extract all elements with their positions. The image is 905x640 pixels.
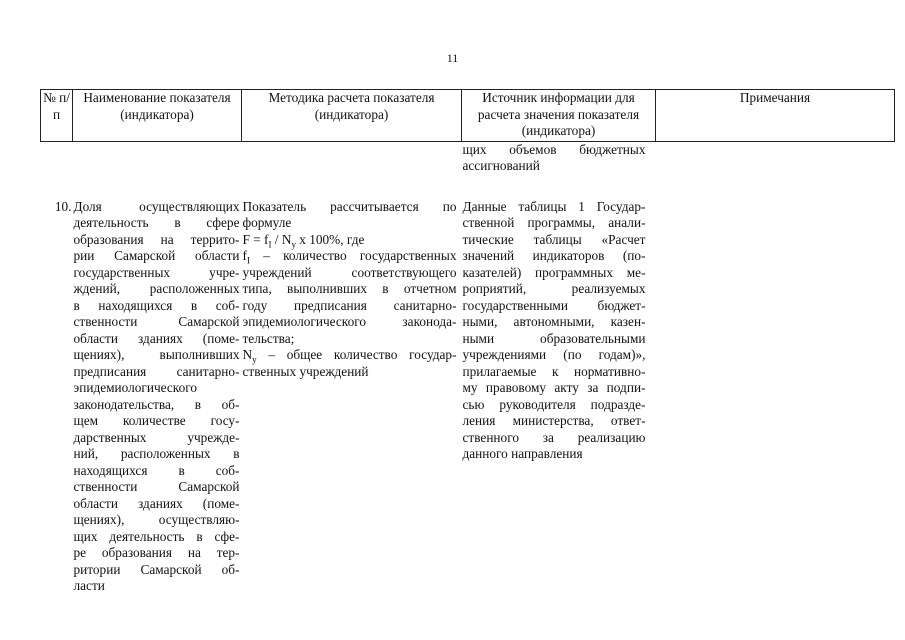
formula: $F = f_I / N_y$ x 100%, где bbox=[242, 231, 365, 250]
text-line: дарственных учрежде- bbox=[73, 429, 240, 445]
text-line: тические таблицы «Расчет bbox=[462, 231, 646, 247]
header-method: Методика расчета показателя (индикатора) bbox=[242, 90, 462, 142]
text-line: ления министерства, ответ- bbox=[462, 413, 646, 428]
text-line: деятельность в сфере bbox=[73, 215, 240, 230]
text-line: ритории Самарской об- bbox=[73, 561, 240, 577]
text-line: эпидемиологического bbox=[73, 380, 197, 395]
definition-n: $N_y$ – общее количество государ- bbox=[242, 347, 457, 365]
page-number: 11 bbox=[446, 51, 459, 65]
table-header-row bbox=[41, 90, 895, 142]
text-line: ственного за реализацию bbox=[462, 429, 646, 445]
continuation-row bbox=[41, 141, 895, 175]
calculation-method: Показатель рассчитывается по формуле $F = f_I / N_y$ x 100%, где $f_I$ – количество государственных учреждений соответствующего типа, выполнивших в отчетном году предписания санитарно- эпидемиологического законода- тельства; $N_y$ – общее количество государ- ственных учреждений bbox=[242, 198, 457, 379]
text-line: ственной программы, анали- bbox=[462, 215, 646, 230]
text-line: щениях), выполнивших bbox=[73, 347, 240, 362]
text-line: прилагаемые к нормативно- bbox=[462, 363, 646, 379]
text-line: щем количестве госу- bbox=[73, 413, 240, 428]
text-line: ными образовательными bbox=[462, 330, 646, 346]
table-row bbox=[41, 199, 895, 595]
text-line: казателей) программных ме- bbox=[462, 264, 646, 280]
information-source bbox=[462, 199, 656, 595]
text-line: образования на террито- bbox=[73, 231, 240, 247]
header-source: Источник информации для расчета значения показателя (индикатора) bbox=[462, 90, 656, 142]
text-line: государственными бюджет- bbox=[462, 297, 646, 313]
definition-f: $f_I$ – количество государственных bbox=[242, 248, 457, 266]
text-line: области зданиях (поме- bbox=[73, 330, 240, 346]
header-num: № п/п bbox=[41, 90, 73, 142]
text-line: роприятий, реализуемых bbox=[462, 281, 646, 296]
notes-cell bbox=[656, 199, 895, 595]
header-notes: Примечания bbox=[656, 90, 895, 142]
text-line: щениях), осуществляю- bbox=[73, 512, 240, 527]
text-line: в находящихся в соб- bbox=[73, 297, 240, 313]
text-line: данного направления bbox=[462, 446, 583, 461]
text-line: законодательства, в об- bbox=[73, 396, 240, 412]
text-line: ственности Самарской bbox=[73, 479, 240, 494]
text-line: Доля осуществляющих bbox=[73, 198, 240, 214]
indicator-table bbox=[40, 89, 895, 595]
text-line: учреждениями (по годам)», bbox=[462, 347, 646, 362]
text-line: рии Самарской области bbox=[73, 248, 240, 263]
text-line: ре образования на тер- bbox=[73, 545, 240, 560]
header-name: Наименование показателя (индикатора) bbox=[73, 90, 242, 142]
text-line: значений индикаторов (по- bbox=[462, 248, 646, 263]
text-line: находящихся в соб- bbox=[73, 462, 240, 478]
text-line: му правовому акту за подпи- bbox=[462, 380, 646, 395]
text-line: ласти bbox=[73, 578, 105, 593]
text-line: ными, автономными, казен- bbox=[462, 314, 646, 329]
continuation-source: щих объемов бюджетных ассигнований bbox=[462, 141, 646, 173]
text-line: ждений, расположенных bbox=[73, 281, 240, 296]
text-line: ний, расположенных в bbox=[73, 446, 240, 461]
text-line: ственности Самарской bbox=[73, 314, 240, 329]
indicator-name bbox=[73, 199, 242, 595]
text-line: области зданиях (поме- bbox=[73, 495, 240, 511]
text-line: предписания санитарно- bbox=[73, 363, 240, 379]
text-line: щих деятельность в сфе- bbox=[73, 528, 240, 544]
text-line: Данные таблицы 1 Государ- bbox=[462, 198, 646, 214]
row-number: 10. bbox=[54, 198, 72, 214]
text-line: государственных учре- bbox=[73, 264, 240, 280]
text-line: сью руководителя подразде- bbox=[462, 396, 646, 412]
